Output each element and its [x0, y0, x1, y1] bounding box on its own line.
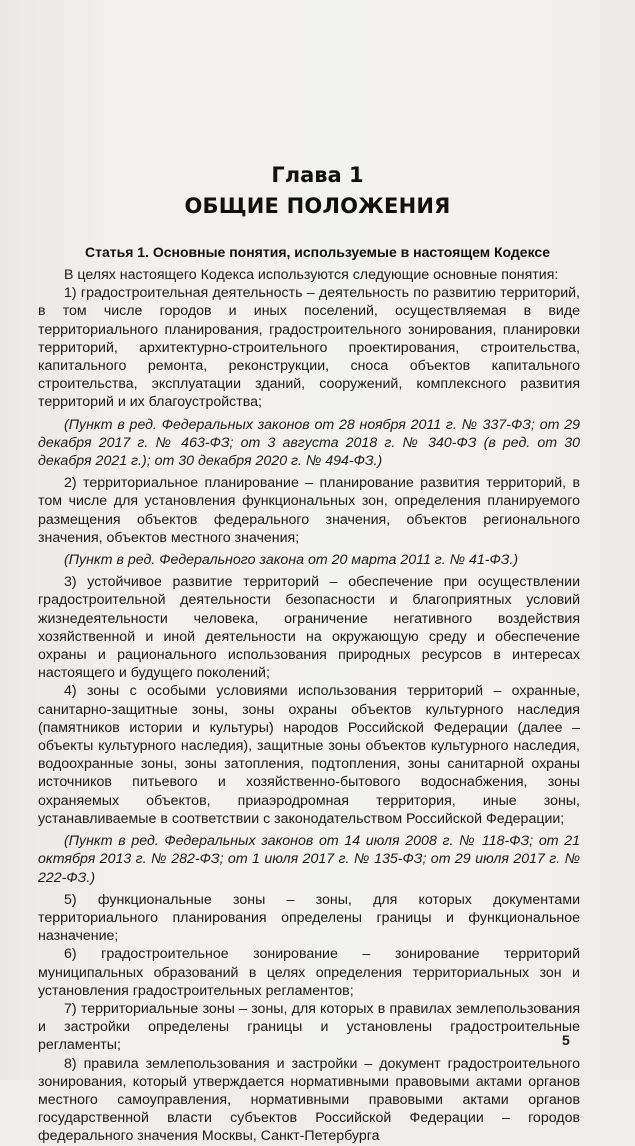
- article-paragraph: В целях настоящего Кодекса используются следующие основные понятия:: [64, 267, 559, 283]
- article-paragraph: 2) территориальное планирование – планирование развития территорий, в том числе для установления функциональных зон, определения планируемого размещения объектов федерального значения, объектов регионального значения, объектов местного значения;: [38, 475, 580, 546]
- article-body: [38, 266, 580, 1146]
- page-number: 5: [562, 1032, 570, 1048]
- article-paragraph: 1) градостроительная деятельность – деятельность по развитию территорий, в том числе городов и иных поселений, осуществляемая в виде территориального планирования, градостроительного зонирования, планировки территорий, архитектурно-строительного проектирования, строительства, капитального ремонта, реконструкции, сноса объектов капитального строительства, эксплуатации зданий, сооружений, комплексного развития территорий и их благоустройства;: [38, 285, 580, 411]
- chapter-title: ОБЩИЕ ПОЛОЖЕНИЯ: [184, 194, 451, 218]
- article-paragraph: 3) устойчивое развитие территорий – обеспечение при осуществлении градостроительной деятельности безопасности и благоприятных условий жизнедеятельности человека, ограничение негативного воздействия хозяйственной и иной деятельности на окружающую среду и обеспечение охраны и рационального использования природных ресурсов в интересах настоящего и будущего поколений;: [38, 574, 580, 682]
- amendment-note: (Пункт в ред. Федерального закона от 20 марта 2011 г. № 41-ФЗ.): [64, 552, 519, 569]
- chapter-number: Глава 1: [271, 163, 364, 187]
- article-paragraph: 6) градостроительное зонирование – зонирование территорий муниципальных образований в целях определения территориальных зон и установления градостроительных регламентов;: [38, 946, 580, 999]
- article-heading: Статья 1. Основные понятия, используемые в настоящем Кодексе: [85, 244, 550, 260]
- amendment-note: (Пункт в ред. Федеральных законов от 14 июля 2008 г. № 118-ФЗ; от 21 октября 2013 г. № 282-ФЗ; от 1 июля 2017 г. № 135-ФЗ; от 29 июля 2017 г. № 222-ФЗ.): [38, 833, 580, 886]
- article-paragraph: 8) правила землепользования и застройки – документ градостроительного зонирования, который утверждается нормативными правовыми актами органов местного самоуправления, нормативными правовыми актами органов государственной власти субъектов Российской Федерации – городов федерального значения Москвы, Санкт-Петербурга: [38, 1055, 580, 1145]
- amendment-note: (Пункт в ред. Федеральных законов от 28 ноября 2011 г. № 337-ФЗ; от 29 декабря 2017 г. № 463-ФЗ; от 3 августа 2018 г. № 340-ФЗ (в ред. от 30 декабря 2021 г.); от 30 декабря 2020 г. № 494-ФЗ.): [38, 416, 580, 470]
- article-paragraph: 5) функциональные зоны – зоны, для которых документами территориального планирования определены границы и функциональное назначение;: [38, 891, 580, 945]
- article-paragraph: 7) территориальные зоны – зоны, для которых в правилах землепользования и застройки определены границы и установлены градостроительные регламенты;: [38, 1000, 580, 1054]
- article-paragraph: 4) зоны с особыми условиями использования территорий – охранные, санитарно-защитные зоны, зоны охраны объектов культурного наследия (памятников истории и культуры) народов Российской Федерации (далее – объекты культурного наследия), защитные зоны объектов культурного наследия, водоохранные зоны, зоны затопления, подтопления, зоны санитарной охраны источников питьевого и хозяйственно-бытового водоснабжения, зоны охраняемых объектов, приаэродромная территория, иные зоны, устанавливаемые в соответствии с законодательством Российской Федерации;: [38, 683, 580, 827]
